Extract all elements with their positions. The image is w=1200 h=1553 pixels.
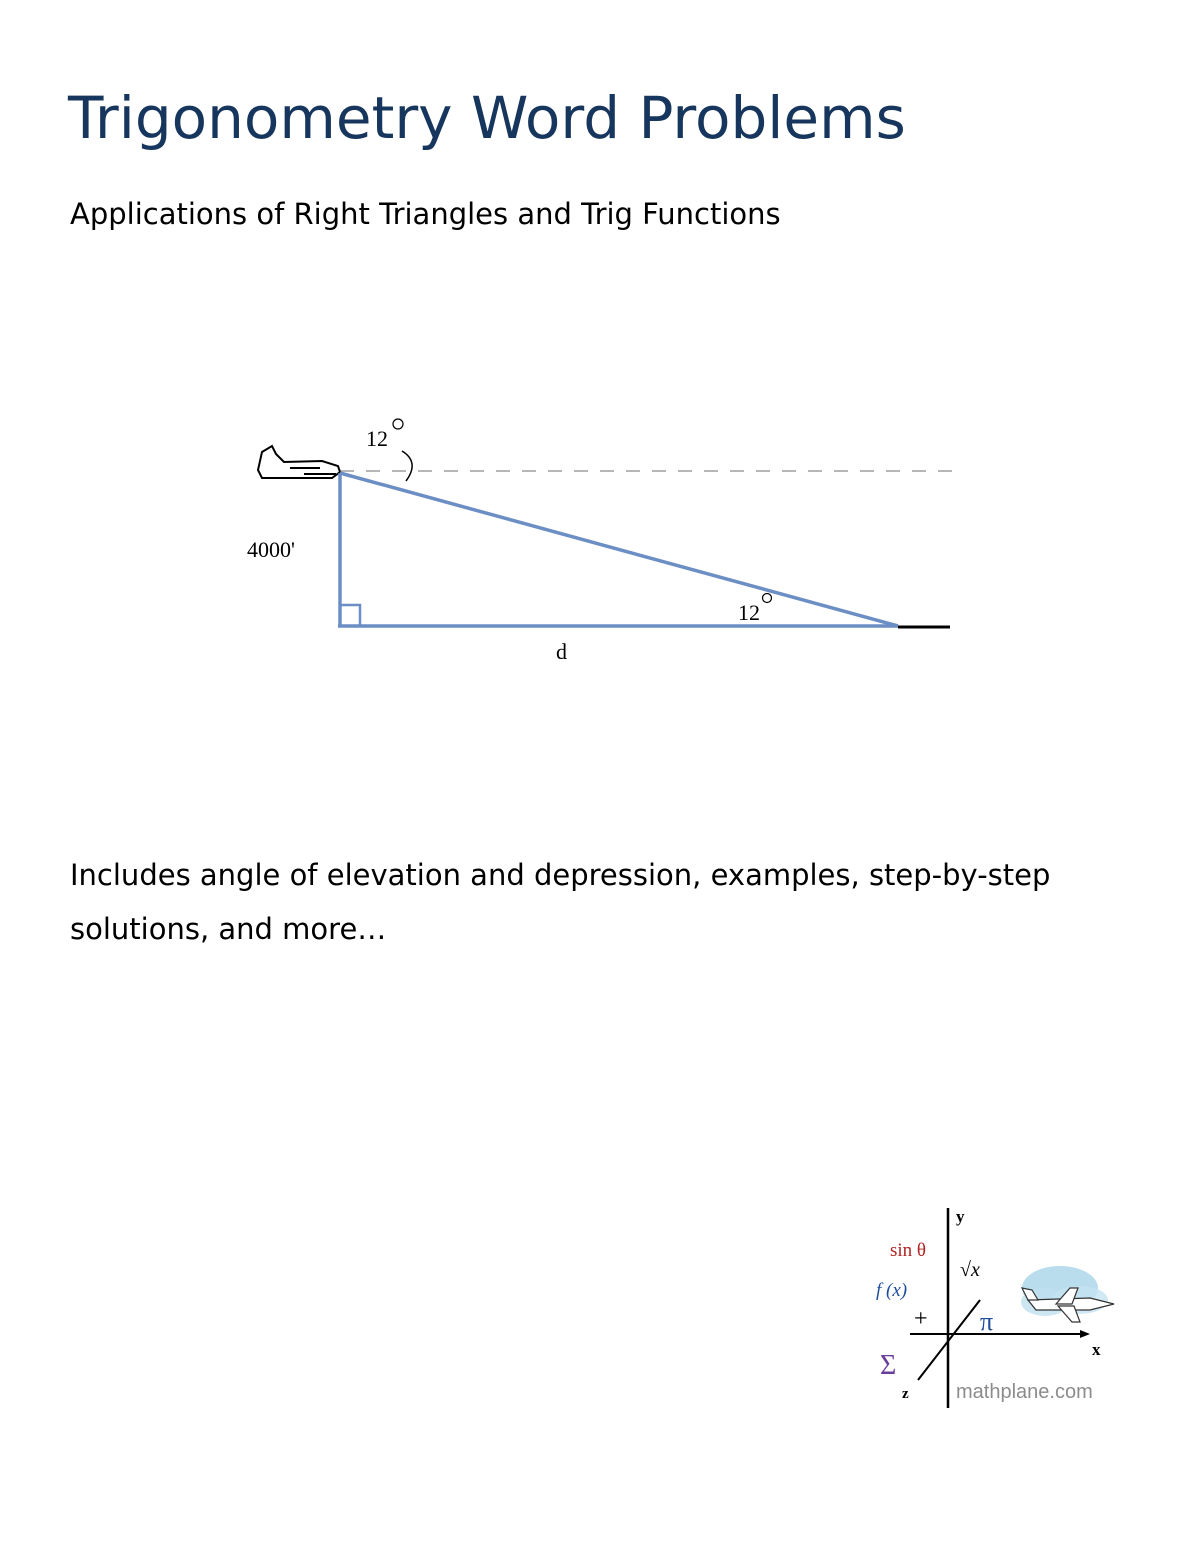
sigma-label: Σ [880,1350,897,1381]
page-title: Trigonometry Word Problems [68,84,906,152]
triangle [338,473,898,626]
right-angle-marker [340,605,360,626]
x-axis-arrow [1080,1330,1090,1338]
right-triangle-diagram [0,0,1200,720]
depression-angle-label: 12 [366,426,388,451]
sqrt-label: √x [960,1259,980,1281]
depression-angle-arc [402,451,412,481]
airplane-icon [1021,1266,1114,1322]
mathplane-logo [860,1200,1130,1420]
site-label: mathplane.com [956,1381,1093,1403]
y-axis-label: y [956,1207,965,1226]
z-axis-label: z [902,1386,909,1402]
page-subtitle: Applications of Right Triangles and Trig Functions [70,197,781,231]
height-label: 4000' [247,537,295,562]
pi-label: π [980,1307,994,1336]
elevation-angle-label: 12 [738,600,760,625]
triangle-hypotenuse [340,473,898,626]
sin-label: sin θ [890,1240,927,1261]
page-description: Includes angle of elevation and depression, examples, step-by-step solutions, and more… [70,858,1051,946]
degree-symbol [393,419,403,429]
degree-symbol [763,594,772,603]
fx-label: f (x) [876,1280,908,1301]
x-axis-label: x [1092,1340,1101,1359]
distance-label: d [556,639,567,664]
airplane-icon [258,446,340,478]
plus-label: + [914,1306,928,1332]
